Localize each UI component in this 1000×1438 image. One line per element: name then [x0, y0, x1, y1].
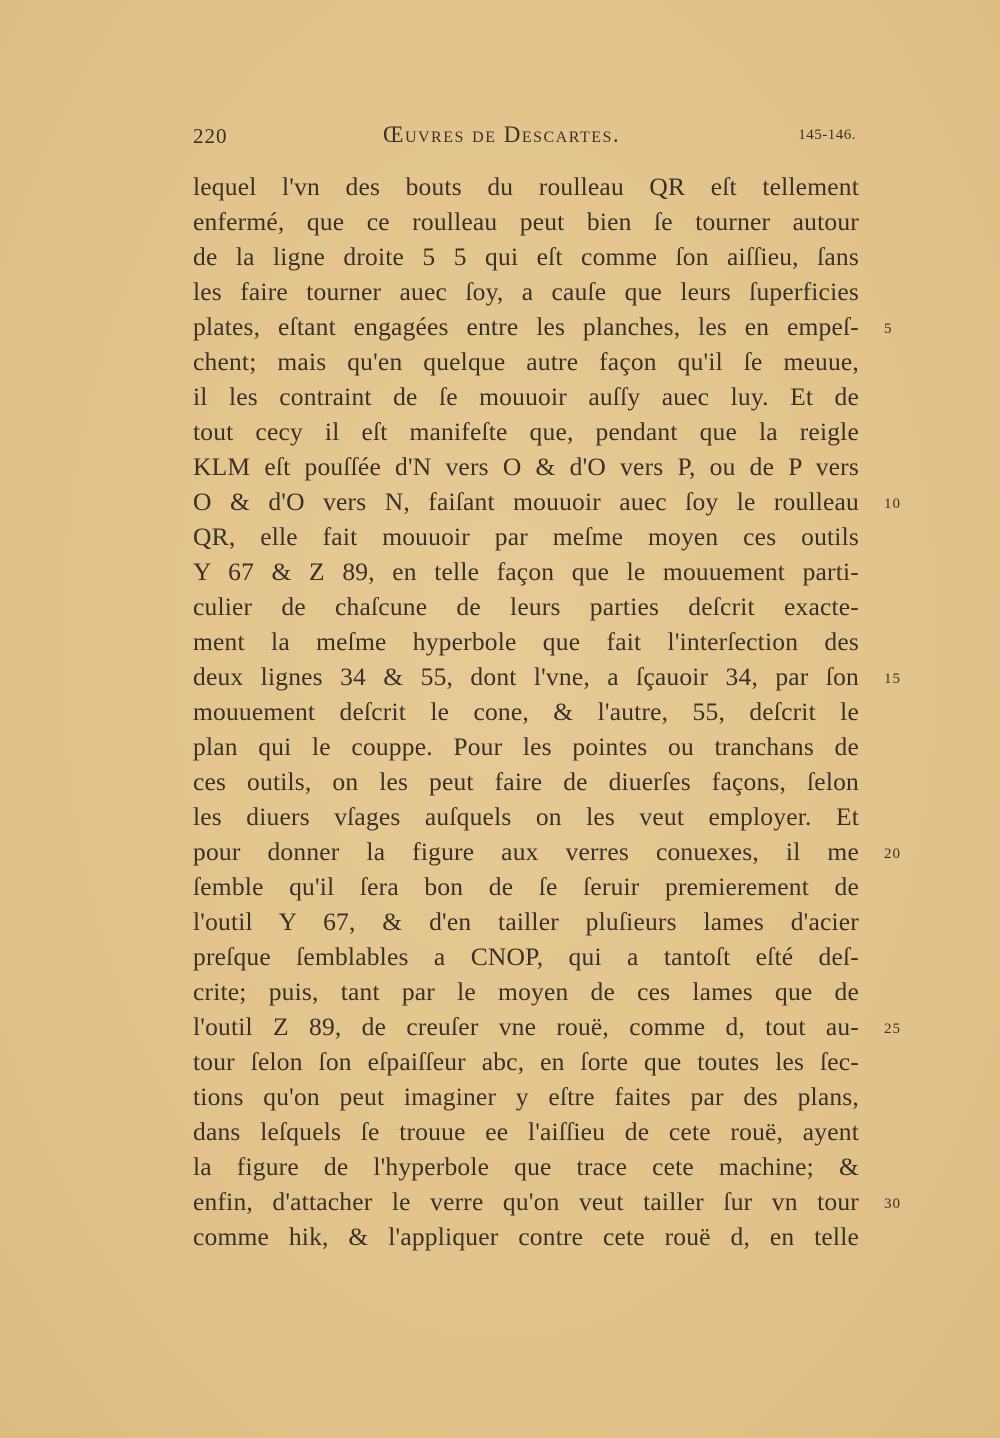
- text-line: les diuers vſages auſquels on les veut employer. Et: [193, 802, 859, 831]
- text-line: l'outil Z 89, de creuſer vne rouë, comme d, tout au-: [193, 1012, 859, 1041]
- text-line: QR, elle fait mouuoir par meſme moyen ces outils: [193, 522, 859, 551]
- text-line: la figure de l'hyperbole que trace cete machine; &: [193, 1152, 859, 1181]
- text-line: Y 67 & Z 89, en telle façon que le mouuement parti-: [193, 557, 859, 586]
- text-line: de la ligne droite 5 5 qui eſt comme ſon aiſſieu, ſans: [193, 242, 859, 271]
- body-text: [193, 169, 859, 1254]
- text-line: comme hik, & l'appliquer contre cete rouë d, en telle: [193, 1222, 859, 1251]
- text-line: dans leſquels ſe trouue ee l'aiſſieu de cete rouë, ayent: [193, 1117, 859, 1146]
- page-header: [193, 124, 858, 158]
- text-line: O & d'O vers N, faiſant mouuoir auec ſoy le roulleau: [193, 487, 859, 516]
- text-line: plan qui le couppe. Pour les pointes ou tranchans de: [193, 732, 859, 761]
- text-line: tions qu'on peut imaginer y eſtre faites par des plans,: [193, 1082, 859, 1111]
- line-number: 25: [884, 1021, 901, 1037]
- line-number: 10: [884, 496, 901, 512]
- text-line: ces outils, on les peut faire de diuerſes façons, ſelon: [193, 767, 859, 796]
- text-line: plates, eſtant engagées entre les planches, les en empeſ-: [193, 312, 859, 341]
- line-number: 30: [884, 1196, 901, 1212]
- text-line: KLM eſt pouſſée d'N vers O & d'O vers P, ou de P vers: [193, 452, 859, 481]
- text-line: tour ſelon ſon eſpaiſſeur abc, en ſorte que toutes les ſec-: [193, 1047, 859, 1076]
- text-line: crite; puis, tant par le moyen de ces lames que de: [193, 977, 859, 1006]
- text-line: lequel l'vn des bouts du roulleau QR eſt tellement: [193, 172, 859, 201]
- text-line: enfermé, que ce roulleau peut bien ſe tourner autour: [193, 207, 859, 236]
- text-line: preſque ſemblables a CNOP, qui a tantoſt eſté deſ-: [193, 942, 859, 971]
- line-number: 15: [884, 671, 901, 687]
- line-number: 20: [884, 846, 901, 862]
- text-line: mouuement deſcrit le cone, & l'autre, 55, deſcrit le: [193, 697, 859, 726]
- text-line: enfin, d'attacher le verre qu'on veut tailler ſur vn tour: [193, 1187, 859, 1216]
- text-line: tout cecy il eſt manifeſte que, pendant que la reigle: [193, 417, 859, 446]
- page-range: 145-146.: [798, 127, 856, 143]
- running-title: Œuvres de Descartes.: [383, 122, 621, 147]
- text-line: culier de chaſcune de leurs parties deſcrit exacte-: [193, 592, 859, 621]
- text-line: ment la meſme hyperbole que fait l'interſection des: [193, 627, 859, 656]
- page-number: 220: [193, 124, 228, 148]
- text-line: chent; mais qu'en quelque autre façon qu'il ſe meuue,: [193, 347, 859, 376]
- text-line: deux lignes 34 & 55, dont l'vne, a ſçauoir 34, par ſon: [193, 662, 859, 691]
- line-number: 5: [884, 321, 893, 337]
- text-line: les faire tourner auec ſoy, a cauſe que leurs ſuperficies: [193, 277, 859, 306]
- text-line: l'outil Y 67, & d'en tailler pluſieurs lames d'acier: [193, 907, 859, 936]
- text-line: ſemble qu'il ſera bon de ſe ſeruir premierement de: [193, 872, 859, 901]
- text-line: il les contraint de ſe mouuoir auſſy auec luy. Et de: [193, 382, 859, 411]
- text-line: pour donner la figure aux verres conuexes, il me: [193, 837, 859, 866]
